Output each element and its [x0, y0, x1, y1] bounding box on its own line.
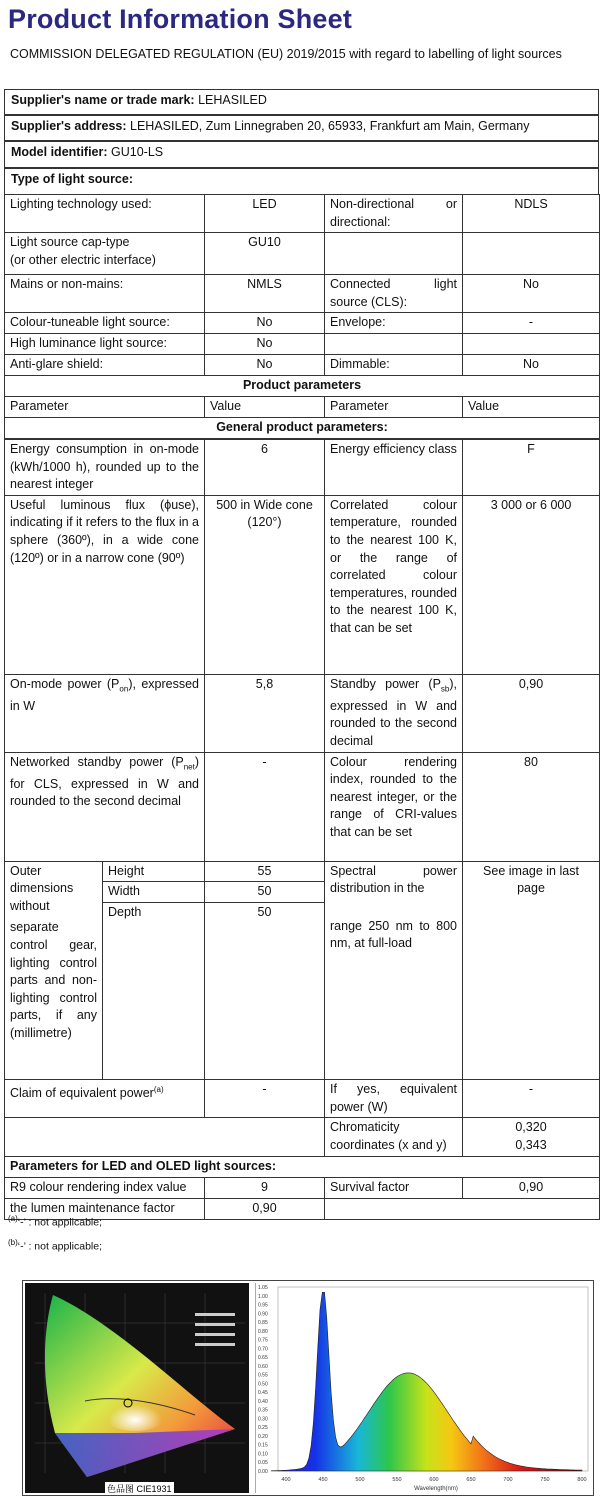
table-row: [5, 1118, 600, 1156]
spectrum-y-tick: 1.05: [258, 1285, 268, 1291]
spectrum-y-tick: 0.10: [258, 1451, 268, 1458]
spectrum-x-tick: 550: [392, 1477, 402, 1483]
table-row: [5, 674, 600, 752]
cap-label-2: (or other electric interface): [10, 252, 156, 267]
table-row: [5, 417, 600, 438]
table-row: [5, 396, 600, 417]
col-header-parameter: Parameter: [5, 396, 205, 417]
spectral-images: [22, 1280, 594, 1496]
height-label: Height: [103, 861, 205, 882]
spectrum-y-tick: 0.15: [258, 1442, 268, 1449]
width-value: 50: [205, 882, 325, 903]
spectrum-x-tick: 750: [540, 1477, 550, 1483]
spectrum-y-tick: 0.70: [258, 1346, 268, 1353]
led-parameters-heading: Parameters for LED and OLED light sources:: [5, 1156, 600, 1177]
table-row: [5, 440, 600, 496]
spectrum-x-tick: 600: [429, 1477, 439, 1483]
table-row: [5, 334, 600, 355]
networked-standby-label: [5, 752, 205, 861]
empty-cell: [463, 233, 600, 275]
equivalent-power-value: -: [463, 1080, 600, 1118]
spectrum-x-label: Wavelength(nm): [414, 1486, 458, 1492]
pnet-text-b: ) for CLS, expressed in W and rounded to the second decimal: [10, 754, 199, 809]
survival-factor-value: 0,90: [463, 1177, 600, 1198]
spectrum-x-tick: 800: [577, 1477, 587, 1483]
general-parameters-heading: General product parameters:: [5, 417, 600, 438]
claim-sup: (a): [153, 1085, 164, 1095]
mains-label: Mains or non-mains:: [5, 275, 205, 313]
claim-value: -: [205, 1080, 325, 1118]
spectrum-x-tick: 700: [503, 1477, 513, 1483]
page-title: Product Information Sheet: [8, 4, 353, 34]
dim-label-a: Outer dimensions without: [10, 863, 74, 913]
pon-sub: on: [119, 684, 129, 694]
model-row: [4, 141, 599, 168]
spectrum-y-tick: 0.20: [258, 1433, 268, 1440]
envelope-value: -: [463, 313, 600, 334]
spectrum-x-tick: 400: [281, 1477, 291, 1483]
spectrum-y-tick: 0.55: [258, 1372, 268, 1379]
lumen-maintenance-label: the lumen maintenance factor: [5, 1198, 205, 1219]
tune-value: No: [205, 313, 325, 334]
outer-dimensions-label: [5, 861, 103, 1080]
supplier-value: LEHASILED: [198, 93, 267, 107]
efficiency-class-label: Energy efficiency class: [325, 440, 463, 496]
spectrum-y-tick: 0.45: [258, 1390, 268, 1397]
r9-value: 9: [205, 1177, 325, 1198]
supplier-row: [4, 89, 599, 115]
table-row: [5, 752, 600, 861]
spd-label-a: Spectral power distribution in the: [330, 863, 457, 896]
psb-sub: sb: [440, 684, 450, 694]
table-row: [5, 1080, 600, 1118]
depth-label: Depth: [103, 903, 205, 1080]
table-row: [5, 495, 600, 674]
table-row: [5, 195, 600, 233]
spectrum-y-tick: 0.90: [258, 1311, 268, 1318]
spectrum-x-tick: 500: [355, 1477, 365, 1483]
dir-value: NDLS: [463, 195, 600, 233]
address-value: LEHASILED, Zum Linnegraben 20, 65933, Frankfurt am Main, Germany: [130, 119, 530, 133]
standby-power-label: [325, 674, 463, 752]
table-row: [5, 275, 600, 313]
spectrum-y-tick: 0.85: [258, 1320, 268, 1327]
cie-diagram-graphic: [25, 1283, 249, 1481]
footnote-mark: (b): [8, 1238, 18, 1247]
spectrum-y-tick: 0.60: [258, 1363, 268, 1370]
spectrum-y-tick: 0.50: [258, 1381, 268, 1388]
mains-value: NMLS: [205, 275, 325, 313]
cri-value: 80: [463, 752, 600, 861]
light-source-type-table: [4, 194, 600, 439]
spectrum-y-tick: 1.00: [258, 1293, 268, 1300]
empty-cell: [325, 1198, 600, 1219]
cri-label: Colour rendering index, rounded to the nearest integer, or the range of CRI-values that can be set: [325, 752, 463, 861]
spectrum-y-tick: 0.05: [258, 1460, 268, 1467]
spectrum-x-tick: 650: [466, 1477, 476, 1483]
claim-label: [5, 1080, 205, 1118]
spectrum-y-tick: 0.25: [258, 1425, 268, 1432]
chromaticity-value: [463, 1118, 600, 1156]
cap-value: GU10: [205, 233, 325, 275]
cct-label: Correlated colour temperature, rounded to the nearest 100 K, or the range of correlated colour temperatures, rounded to the nearest 100 K, that can be set: [325, 495, 463, 674]
footnote-b: [8, 1238, 102, 1253]
spd-value: See image in last page: [463, 861, 600, 1080]
dir-label: Non-directional or directional:: [325, 195, 463, 233]
col-header-value: Value: [205, 396, 325, 417]
anti-glare-value: No: [205, 355, 325, 376]
cap-label: Light source cap-type: [10, 235, 130, 250]
spectrum-y-ticks: [258, 1285, 268, 1475]
chromaticity-y: 0,343: [515, 1138, 547, 1153]
psb-text-b: ), expressed in W and rounded to the second decimal: [330, 676, 457, 749]
table-row: [5, 355, 600, 376]
spectrum-y-tick: 0.80: [258, 1328, 268, 1335]
spectrum-y-tick: 0.30: [258, 1416, 268, 1423]
tune-label: Colour-tuneable light source:: [5, 313, 205, 334]
footnote-text: ‘-’ : not applicable;: [17, 1216, 103, 1229]
efficiency-class-value: F: [463, 440, 600, 496]
dimmable-label: Dimmable:: [325, 355, 463, 376]
model-label: Model identifier:: [11, 145, 108, 159]
table-row: [5, 375, 600, 396]
product-parameters-heading: Product parameters: [5, 375, 600, 396]
envelope-label: Envelope:: [325, 313, 463, 334]
table-row: [5, 1156, 600, 1177]
col-header-value: Value: [463, 396, 600, 417]
empty-cell: [325, 233, 463, 275]
address-label: Supplier's address:: [11, 119, 127, 133]
general-parameters-table: [4, 439, 600, 1220]
footnote-a: [8, 1214, 102, 1229]
pon-text-a: On-mode power (P: [10, 676, 120, 691]
pon-text-b: ), expressed in W: [10, 676, 199, 713]
spectrum-y-tick: 0.75: [258, 1337, 268, 1344]
r9-label: R9 colour rendering index value: [5, 1177, 205, 1198]
footnote-text: ‘-’ : not applicable;: [17, 1240, 103, 1253]
spectrum-x-tick: 450: [318, 1477, 328, 1483]
spectrum-chart: [255, 1283, 592, 1493]
anti-glare-label: Anti-glare shield:: [5, 355, 205, 376]
cls-value: No: [463, 275, 600, 313]
footnote-mark: (a): [8, 1214, 18, 1223]
on-mode-power-label: [5, 674, 205, 752]
survival-factor-label: Survival factor: [325, 1177, 463, 1198]
spectrum-x-ticks: [281, 1477, 586, 1483]
height-value: 55: [205, 861, 325, 882]
luminous-flux-label: Useful luminous flux (ϕuse), indicating if it refers to the flux in a sphere (360º), in a wide cone (120º) or in a narrow cone (90º): [5, 495, 205, 674]
spectrum-y-tick: 0.65: [258, 1355, 268, 1362]
spectrum-y-tick: 0.35: [258, 1407, 268, 1414]
table-row: [5, 1177, 600, 1198]
dim-label-b: separate control gear, lighting control parts and non-lighting control parts, if any (millimetre): [10, 920, 97, 1040]
address-row: [4, 115, 599, 141]
energy-consumption-label: Energy consumption in on-mode (kWh/1000 h), rounded up to the nearest integer: [5, 440, 205, 496]
regulation-text: COMMISSION DELEGATED REGULATION (EU) 2019/2015 with regard to labelling of light sources: [10, 47, 562, 61]
empty-cell: [463, 334, 600, 355]
on-mode-power-value: 5,8: [205, 674, 325, 752]
spectrum-graphic: [256, 1283, 592, 1493]
tech-value: LED: [205, 195, 325, 233]
spd-label-b: range 250 nm to 800 nm, at full-load: [330, 918, 457, 951]
depth-value: 50: [205, 903, 325, 1080]
spectrum-y-tick: 0.00: [258, 1469, 268, 1475]
pnet-text-a: Networked standby power (P: [10, 754, 184, 769]
cap-label-cell: [5, 233, 205, 275]
pnet-sub: net: [183, 762, 195, 772]
type-heading: Type of light source:: [4, 168, 599, 195]
supplier-label: Supplier's name or trade mark:: [11, 93, 195, 107]
cls-label: Connected light source (CLS):: [325, 275, 463, 313]
model-value: GU10-LS: [111, 145, 164, 159]
high-luminance-value: No: [205, 334, 325, 355]
energy-consumption-value: 6: [205, 440, 325, 496]
lumen-maintenance-value: 0,90: [205, 1198, 325, 1219]
tech-label: Lighting technology used:: [5, 195, 205, 233]
table-row: [5, 861, 600, 882]
chromaticity-x: 0,320: [515, 1120, 547, 1135]
cie-caption: 色品图 CIE1931: [107, 1484, 172, 1494]
empty-cell: [325, 334, 463, 355]
dimmable-value: No: [463, 355, 600, 376]
spectrum-y-tick: 0.40: [258, 1398, 268, 1405]
standby-power-value: 0,90: [463, 674, 600, 752]
luminous-flux-value: 500 in Wide cone (120°): [205, 495, 325, 674]
col-header-parameter: Parameter: [325, 396, 463, 417]
cct-value: 3 000 or 6 000: [463, 495, 600, 674]
networked-standby-value: -: [205, 752, 325, 861]
spd-label: [325, 861, 463, 1080]
chromaticity-label: Chromaticity coordinates (x and y): [325, 1118, 463, 1156]
width-label: Width: [103, 882, 205, 903]
high-luminance-label: High luminance light source:: [5, 334, 205, 355]
equivalent-power-label: If yes, equivalent power (W): [325, 1080, 463, 1118]
table-row: [5, 313, 600, 334]
table-row: [5, 233, 600, 275]
empty-cell: [5, 1118, 325, 1156]
psb-text-a: Standby power (P: [330, 676, 441, 691]
spectrum-y-tick: 0.95: [258, 1302, 268, 1309]
claim-text: Claim of equivalent power: [10, 1086, 154, 1101]
cie-chromaticity-diagram: [25, 1283, 249, 1493]
